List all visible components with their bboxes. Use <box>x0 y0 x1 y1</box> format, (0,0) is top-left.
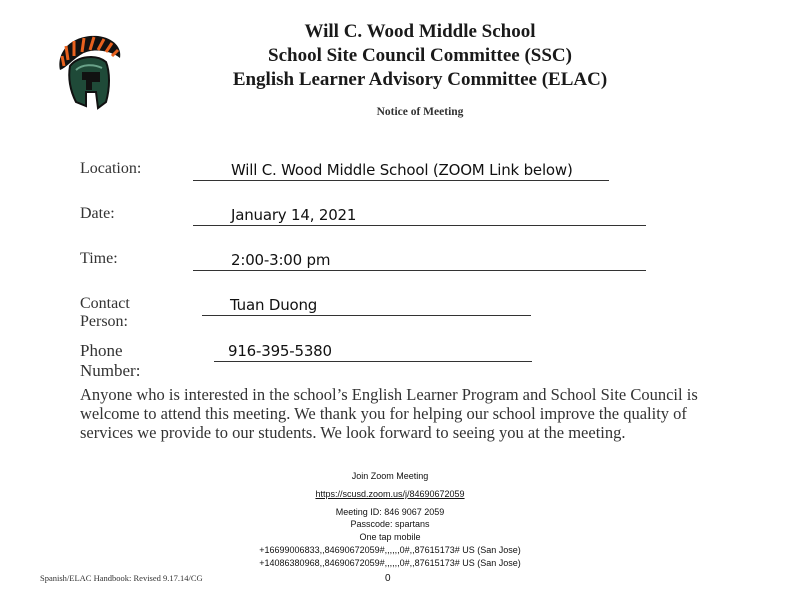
one-tap-label: One tap mobile <box>359 532 421 543</box>
footer-revision: Spanish/ELAC Handbook: Revised 9.17.14/CG <box>40 573 203 583</box>
contact-label: Contact Person: <box>80 295 130 330</box>
spartan-helmet-icon <box>52 32 122 110</box>
notice-title: Notice of Meeting <box>376 106 464 118</box>
passcode: Passcode: spartans <box>350 519 430 530</box>
location-label: Location: <box>80 160 142 177</box>
committee-ssc: School Site Council Committee (SSC) <box>268 45 572 66</box>
location-value: Will C. Wood Middle School (ZOOM Link below) <box>193 160 609 181</box>
time-label: Time: <box>80 250 118 267</box>
school-name: Will C. Wood Middle School <box>304 21 536 42</box>
zoom-info <box>230 470 550 570</box>
meeting-id: Meeting ID: 846 9067 2059 <box>335 506 445 517</box>
invitation-paragraph: Anyone who is interested in the school’s English Learner Program and School Site Council is welcome to attend this meeting. We thank you for helping our school improve the quality of services we provide to our students. We look forward to seeing you at the meeting. <box>80 385 698 442</box>
contact-value: Tuan Duong <box>202 295 531 316</box>
zoom-link[interactable]: https://scusd.zoom.us/j/84690672059 <box>315 488 465 499</box>
dial-in-1: +16699006833,,84690672059#,,,,,,0#,,87615173# US (San Jose) <box>259 544 521 555</box>
committee-elac: English Learner Advisory Committee (ELAC) <box>232 69 608 90</box>
phone-value: 916-395-5380 <box>214 341 532 362</box>
date-value: January 14, 2021 <box>193 205 646 226</box>
time-value: 2:00-3:00 pm <box>193 250 646 271</box>
phone-label: Phone Number: <box>80 341 141 380</box>
page-number: 0 <box>385 573 391 584</box>
zoom-title: Join Zoom Meeting <box>351 471 429 481</box>
document-header <box>200 20 640 92</box>
date-label: Date: <box>80 205 115 222</box>
dial-in-2: +14086380968,,84690672059#,,,,,,0#,,87615173# US (San Jose) <box>259 557 521 568</box>
